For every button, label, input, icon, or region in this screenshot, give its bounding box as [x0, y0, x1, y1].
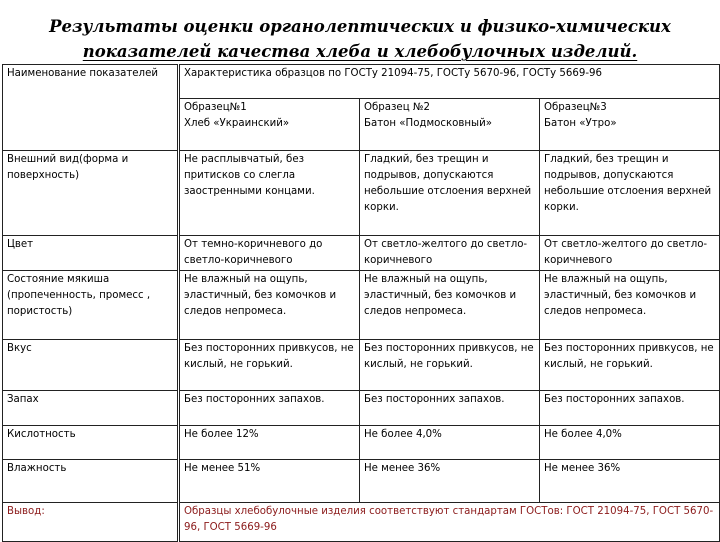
table-row: [3, 271, 720, 340]
indicator-cell: Внешний вид(форма и поверхность): [3, 151, 179, 236]
sample-header-1: [179, 99, 360, 151]
sample-header-3: [540, 99, 720, 151]
table-row: [3, 426, 720, 460]
header-characteristic-cell: [179, 65, 720, 99]
value-cell: Не расплывчатый, без притисков со слегла заостренными концами.: [179, 151, 360, 236]
sample-header-2: [360, 99, 540, 151]
table-row: [3, 391, 720, 426]
value-cell: Не менее 51%: [179, 460, 360, 503]
value-cell: От темно-коричневого до светло-коричневого: [179, 236, 360, 271]
sample-name: Образец №2: [364, 102, 430, 113]
title-line-2: показателей качества хлеба и хлебобулочных изделий.: [82, 42, 638, 61]
value-cell: Без посторонних запахов.: [540, 391, 720, 426]
conclusion-row: [3, 503, 720, 542]
sample-product: Батон «Утро»: [544, 118, 617, 129]
title-line-1: Результаты оценки органолептических и физико-химических: [49, 17, 671, 36]
sample-product: Хлеб «Украинский»: [184, 118, 290, 129]
value-cell: Не более 12%: [179, 426, 360, 460]
header-characteristic-label: Характеристика образцов по ГОСТу 21094-75, ГОСТу 5670-96, ГОСТу 5669-96: [184, 68, 602, 79]
value-cell: Без посторонних привкусов, не кислый, не горький.: [179, 340, 360, 391]
value-cell: Не влажный на ощупь, эластичный, без комочков и следов непромеса.: [360, 271, 540, 340]
value-cell: Гладкий, без трещин и подрывов, допускаются небольшие отслоения верхней корки.: [540, 151, 720, 236]
value-cell: Без посторонних запахов.: [360, 391, 540, 426]
table-row: [3, 340, 720, 391]
indicator-cell: Кислотность: [3, 426, 179, 460]
value-cell: Без посторонних привкусов, не кислый, не горький.: [540, 340, 720, 391]
value-cell: Не менее 36%: [360, 460, 540, 503]
sample-product: Батон «Подмосковный»: [364, 118, 492, 129]
indicator-cell: Вкус: [3, 340, 179, 391]
value-cell: От светло-желтого до светло-коричневого: [540, 236, 720, 271]
table-row: [3, 236, 720, 271]
results-table: [2, 64, 720, 542]
conclusion-text: Образцы хлебобулочные изделия соответствуют стандартам ГОСТов: ГОСТ 21094-75, ГОСТ 5670-96, ГОСТ 5669-96: [179, 503, 720, 542]
conclusion-label: Вывод:: [3, 503, 179, 542]
value-cell: От светло-желтого до светло-коричневого: [360, 236, 540, 271]
value-cell: Без посторонних запахов.: [179, 391, 360, 426]
value-cell: Без посторонних привкусов, не кислый, не горький.: [360, 340, 540, 391]
table-row: [3, 460, 720, 503]
value-cell: Не влажный на ощупь, эластичный, без комочков и следов непромеса.: [179, 271, 360, 340]
document-title: [0, 14, 720, 64]
header-indicator-label: Наименование показателей: [7, 68, 158, 79]
value-cell: Не более 4,0%: [540, 426, 720, 460]
value-cell: Не влажный на ощупь, эластичный, без комочков и следов непромеса.: [540, 271, 720, 340]
table-header-row: [3, 65, 720, 99]
value-cell: Гладкий, без трещин и подрывов, допускаются небольшие отслоения верхней корки.: [360, 151, 540, 236]
value-cell: Не менее 36%: [540, 460, 720, 503]
indicator-cell: Запах: [3, 391, 179, 426]
table-row: [3, 151, 720, 236]
value-cell: Не более 4,0%: [360, 426, 540, 460]
indicator-cell: Цвет: [3, 236, 179, 271]
indicator-cell: Состояние мякиша (пропеченность, промесс , пористость): [3, 271, 179, 340]
indicator-cell: Влажность: [3, 460, 179, 503]
sample-name: Образец№1: [184, 102, 247, 113]
header-indicator-cell: [3, 65, 179, 151]
sample-name: Образец№3: [544, 102, 607, 113]
